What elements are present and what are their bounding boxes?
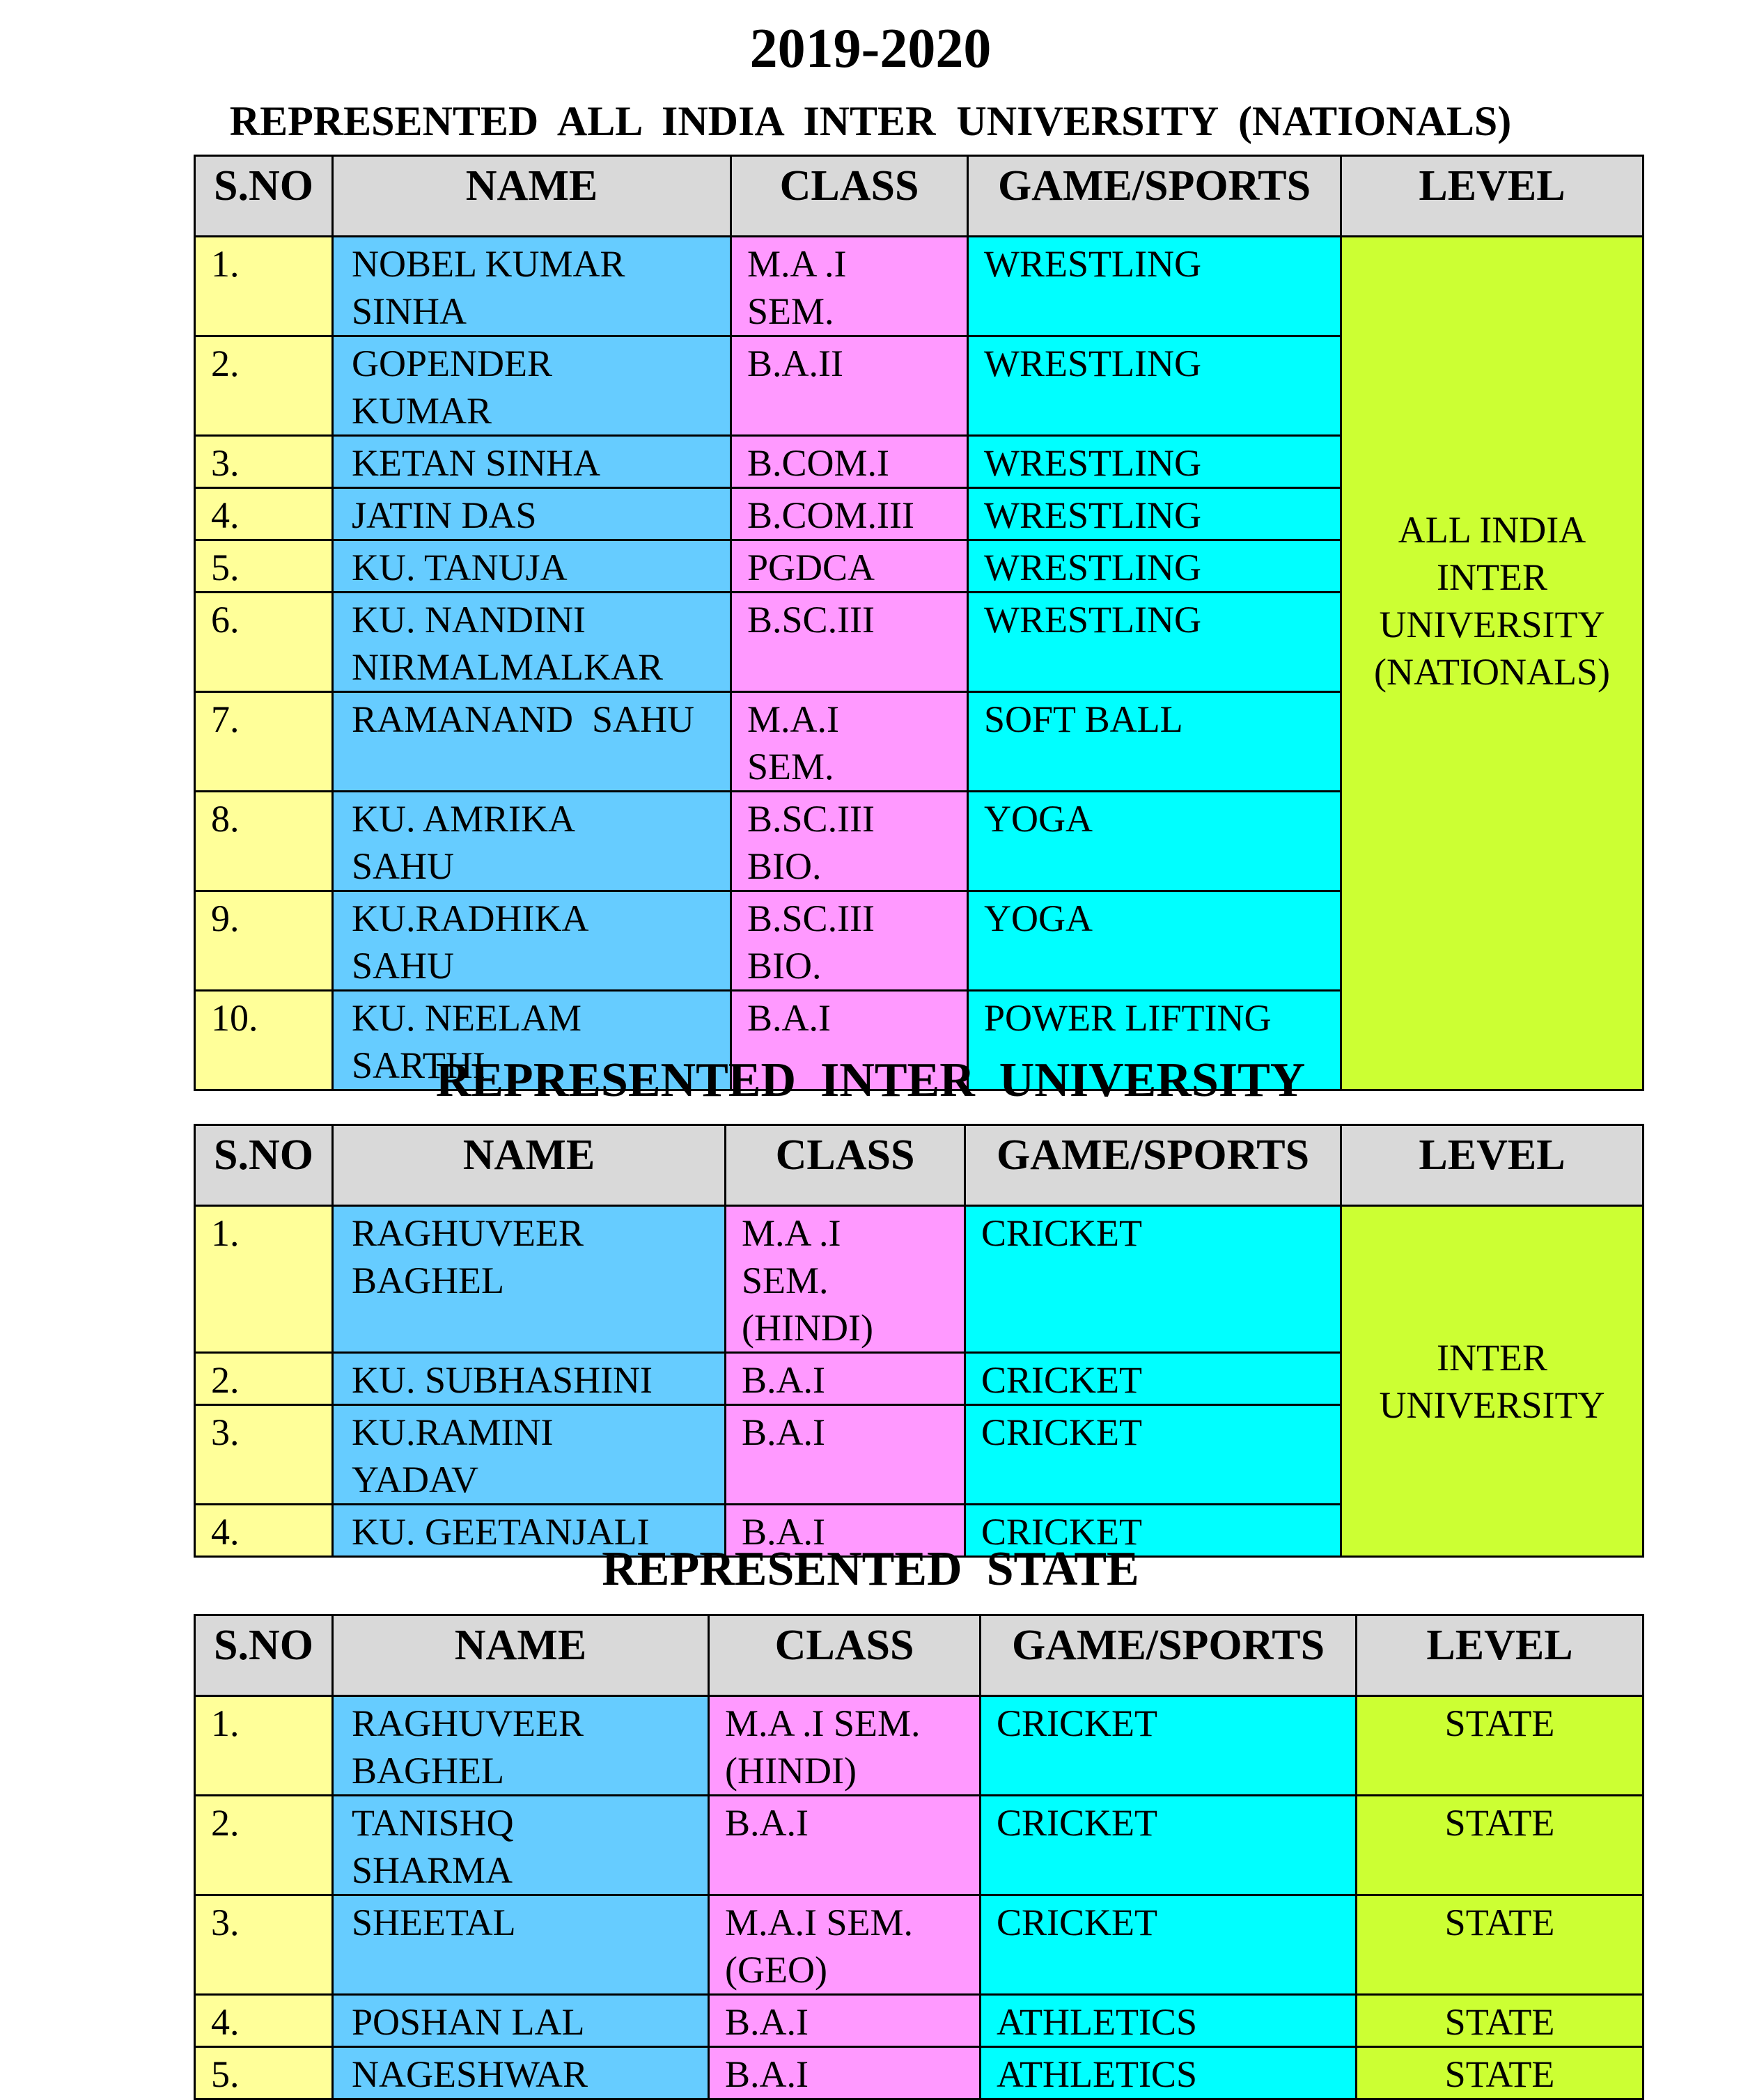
cell-class [731,488,968,540]
cell-sno: 1. [195,1696,333,1796]
cell-game: CRICKET [965,1206,1341,1353]
cell-name [333,692,731,792]
cell-class [731,692,968,792]
cell-game: WRESTLING [968,336,1341,436]
cell-sno: 7. [195,692,333,792]
cell-level [1341,1206,1644,1557]
cell-game: YOGA [968,891,1341,991]
cell-sno: 5. [195,540,333,593]
cell-sno: 4. [195,488,333,540]
class-line: B.A.I [725,2001,809,2043]
col-header-class: CLASS [731,156,968,237]
cell-class [731,792,968,891]
class-line: B.A.I [747,997,831,1039]
class-line: B.COM.I [747,442,890,484]
name-line: BAGHEL [352,1260,504,1301]
class-line: (GEO) [725,1949,827,1991]
cell-level [1341,237,1644,1090]
cell-sno: 8. [195,792,333,891]
class-line: B.A.I [742,1411,825,1453]
cell-name [333,1895,709,1995]
cell-game: CRICKET [965,1405,1341,1505]
cell-class [709,1895,981,1995]
cell-sno: 2. [195,1353,333,1405]
cell-name [333,792,731,891]
name-line: TANISHQ [352,1802,514,1844]
name-line: KU.RADHIKA [352,898,589,939]
col-header-level: LEVEL [1357,1615,1644,1696]
class-line: SEM. [747,746,834,788]
section2-title: REPRESENTED INTER UNIVERSITY [435,1053,1306,1107]
name-line: KU.RAMINI [352,1411,554,1453]
cell-class [731,891,968,991]
page-title: 2019-2020 [749,18,992,79]
cell-game: WRESTLING [968,488,1341,540]
cell-game: WRESTLING [968,436,1341,488]
cell-level: STATE [1357,1895,1644,1995]
class-line: B.SC.III [747,599,875,641]
name-line: SAHU [352,845,455,887]
table-row [195,2047,1644,2099]
cell-name [333,1206,726,1353]
cell-name [333,488,731,540]
section3-title: REPRESENTED STATE [602,1542,1139,1596]
class-line: B.SC.III [747,898,875,939]
cell-sno: 1. [195,1206,333,1353]
col-header-name: NAME [333,156,731,237]
name-line: KUMAR [352,390,492,432]
class-line: PGDCA [747,547,875,588]
cell-game: CRICKET [981,1895,1357,1995]
class-line: (HINDI) [742,1307,873,1349]
cell-class [709,2047,981,2099]
class-line: B.SC.III [747,798,875,840]
name-line: SINHA [352,290,467,332]
cell-sno: 9. [195,891,333,991]
table-row [195,1206,1644,1353]
level-line: ALL INDIA [1398,508,1586,551]
cell-name [333,1696,709,1796]
name-line: KU. AMRIKA [352,798,576,840]
cell-class [709,1796,981,1895]
name-line: KU. TANUJA [352,547,568,588]
cell-game: ATHLETICS [981,1995,1357,2047]
cell-level: STATE [1357,1796,1644,1895]
cell-name [333,1995,709,2047]
class-line: M.A .I SEM. [725,1702,921,1744]
cell-sno: 1. [195,237,333,336]
class-line: M.A .I [747,243,847,285]
cell-game: CRICKET [981,1696,1357,1796]
class-line: M.A.I SEM. [725,1902,914,1943]
name-line: SHEETAL [352,1902,516,1943]
cell-class [731,436,968,488]
name-line: GOPENDER [352,343,553,384]
cell-class [709,1995,981,2047]
name-line: NIRMALMALKAR [352,646,664,688]
class-line: B.A.I [742,1359,825,1401]
table-row [195,237,1644,336]
col-header-level: LEVEL [1341,156,1644,237]
name-line: JATIN DAS [352,494,537,536]
table-header-row [195,1615,1644,1696]
name-line: YADAV [352,1459,479,1500]
cell-class [731,336,968,436]
cell-name [333,2047,709,2099]
cell-game: YOGA [968,792,1341,891]
cell-name [333,540,731,593]
cell-game: ATHLETICS [981,2047,1357,2099]
name-line: BAGHEL [352,1750,504,1792]
level-line: UNIVERSITY [1379,603,1605,645]
cell-sno: 6. [195,593,333,692]
nationals-table [194,155,1644,1091]
cell-sno: 2. [195,1796,333,1895]
name-line: RAGHUVEER [352,1702,584,1744]
col-header-class: CLASS [726,1125,965,1206]
col-header-sno: S.NO [195,1125,333,1206]
col-header-name: NAME [333,1615,709,1696]
col-header-game: GAME/SPORTS [965,1125,1341,1206]
cell-name [333,237,731,336]
name-line: RAMANAND SAHU [352,698,695,740]
cell-level: STATE [1357,2047,1644,2099]
class-line: M.A.I [747,698,839,740]
class-line: B.A.I [742,1511,825,1553]
cell-class [731,540,968,593]
level-line: INTER [1437,1336,1547,1379]
table-row [195,1796,1644,1895]
name-line: SHARMA [352,1849,513,1891]
cell-name [333,336,731,436]
cell-sno: 4. [195,1505,333,1557]
col-header-sno: S.NO [195,156,333,237]
name-line: POSHAN LAL [352,2001,585,2043]
cell-game: CRICKET [981,1796,1357,1895]
cell-game: POWER LIFTING [968,991,1341,1090]
cell-sno: 10. [195,991,333,1090]
col-header-level: LEVEL [1341,1125,1644,1206]
cell-class [726,1353,965,1405]
name-line: KU. NEELAM [352,997,581,1039]
cell-sno: 3. [195,1895,333,1995]
class-line: B.A.I [725,1802,809,1844]
cell-sno: 4. [195,1995,333,2047]
name-line: KU. SUBHASHINI [352,1359,653,1401]
table-row [195,1995,1644,2047]
cell-sno: 3. [195,1405,333,1505]
cell-level: STATE [1357,1696,1644,1796]
table-row [195,1696,1644,1796]
cell-game: CRICKET [965,1353,1341,1405]
cell-class [726,1206,965,1353]
name-line: NOBEL KUMAR [352,243,625,285]
name-line: KU. NANDINI [352,599,586,641]
class-line: B.COM.III [747,494,914,536]
name-line: KU. GEETANJALI [352,1511,650,1553]
cell-name [333,891,731,991]
table-header-row [195,156,1644,237]
table-row [195,1895,1644,1995]
cell-game: WRESTLING [968,237,1341,336]
cell-game: WRESTLING [968,540,1341,593]
cell-class [726,1405,965,1505]
cell-class [731,593,968,692]
col-header-class: CLASS [709,1615,981,1696]
level-line: INTER [1437,556,1547,598]
state-table [194,1614,1644,2100]
cell-name [333,593,731,692]
col-header-game: GAME/SPORTS [981,1615,1357,1696]
level-line: (NATIONALS) [1374,650,1610,693]
cell-sno: 3. [195,436,333,488]
section1-title: REPRESENTED ALL INDIA INTER UNIVERSITY (NATIONALS) [229,98,1512,144]
name-line: KETAN SINHA [352,442,601,484]
cell-class [709,1696,981,1796]
name-line: SARTHI [352,1044,485,1086]
class-line: BIO. [747,845,822,887]
cell-class [731,237,968,336]
inter-university-table [194,1124,1644,1558]
class-line: (HINDI) [725,1750,857,1792]
class-line: B.A.I [725,2053,809,2095]
cell-game: WRESTLING [968,593,1341,692]
table-header-row [195,1125,1644,1206]
cell-game: SOFT BALL [968,692,1341,792]
level-line: UNIVERSITY [1379,1384,1605,1426]
name-line: SAHU [352,945,455,987]
cell-level: STATE [1357,1995,1644,2047]
class-line: M.A .I [742,1212,841,1254]
name-line: RAGHUVEER [352,1212,584,1254]
class-line: SEM. [747,290,834,332]
cell-sno: 2. [195,336,333,436]
cell-name [333,1796,709,1895]
name-line: NAGESHWAR [352,2053,588,2095]
cell-name [333,1353,726,1405]
class-line: SEM. [742,1260,829,1301]
col-header-name: NAME [333,1125,726,1206]
col-header-sno: S.NO [195,1615,333,1696]
col-header-game: GAME/SPORTS [968,156,1341,237]
class-line: B.A.II [747,343,843,384]
cell-name [333,1405,726,1505]
cell-game: CRICKET [965,1505,1341,1557]
cell-sno: 5. [195,2047,333,2099]
cell-name [333,436,731,488]
class-line: BIO. [747,945,822,987]
